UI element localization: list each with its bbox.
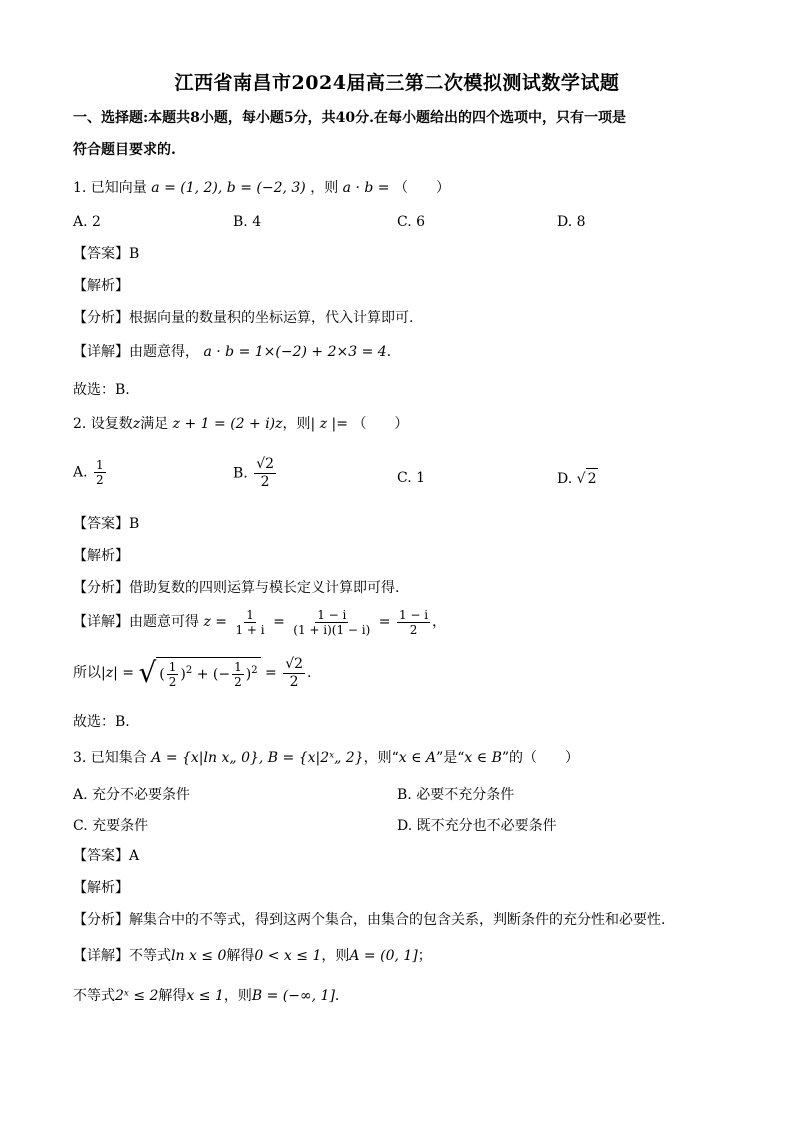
q3-detail bbox=[73, 946, 432, 966]
q2-option-d-val: 2 bbox=[586, 468, 599, 489]
q3-line2-text2: 解得 bbox=[158, 988, 187, 1004]
q2-so-math: |z| = bbox=[101, 665, 134, 681]
q1-detail-math: a · b = 1×(−2) + 2×3 = 4 bbox=[203, 344, 387, 360]
q3-option-d: D. 既不充分也不必要条件 bbox=[397, 818, 557, 834]
q3-line2-end: . bbox=[334, 988, 340, 1004]
page-title: 江西省南昌市2024届高三第二次模拟测试数学试题 bbox=[174, 72, 620, 94]
frac-numerator: 1 − i bbox=[317, 607, 347, 622]
q2-stem-mid: 满足 bbox=[140, 416, 169, 432]
q3-line2-m3: B = (−∞, 1] bbox=[251, 988, 335, 1004]
q2-result-frac bbox=[283, 656, 305, 691]
q2-choose: 故选：B. bbox=[73, 714, 130, 730]
q2-stem-z: z bbox=[132, 416, 141, 432]
q3-stem-math: A = {x|ln x„ 0}, B = {x|2ˣ„ 2} bbox=[151, 750, 364, 766]
q3-analysis bbox=[73, 910, 665, 930]
frac-denominator: 2 bbox=[168, 675, 177, 689]
q3-jiexi: 【解析】 bbox=[73, 880, 129, 896]
q1-detail bbox=[73, 342, 391, 362]
q1-option-d: D. 8 bbox=[557, 214, 586, 230]
q2-half-frac-1 bbox=[167, 660, 179, 689]
q3-stem-prefix: 3. 已知集合 bbox=[73, 750, 147, 766]
q2-detail-text: 由题意可得 bbox=[129, 614, 199, 630]
q1-option-a: A. 2 bbox=[73, 214, 101, 230]
frac-numerator: 1 bbox=[96, 458, 104, 472]
q3-detail-line2 bbox=[73, 986, 339, 1006]
q2-option-b-frac bbox=[254, 456, 276, 491]
q2-half-frac-2 bbox=[232, 660, 244, 689]
q3-stem bbox=[73, 748, 579, 768]
q3-stem-mid: ，则“ bbox=[363, 750, 399, 766]
q2-detail-label: 【详解】 bbox=[73, 614, 129, 630]
q3-line2-m1: 2ˣ ≤ 2 bbox=[115, 988, 159, 1004]
q1-answer: 【答案】B bbox=[73, 246, 140, 262]
frac-numerator: 1 bbox=[246, 607, 254, 622]
q3-analysis-text: 解集合中的不等式，得到这两个集合，由集合的包含关系，判断条件的充分性和必要性. bbox=[129, 912, 666, 928]
q3-analysis-label: 【分析】 bbox=[73, 912, 129, 928]
q3-line2-m2: x ≤ 1 bbox=[186, 988, 224, 1004]
q2-stem-math2: | z |= bbox=[310, 416, 348, 432]
section-heading-line2: 符合题目要求的. bbox=[73, 142, 176, 158]
frac-denominator: 2 bbox=[96, 473, 104, 487]
frac-denominator: 2 bbox=[409, 622, 418, 637]
exponent: 2 bbox=[251, 664, 258, 676]
q2-stem-prefix: 2. 设复数 bbox=[73, 416, 133, 432]
q3-option-a: A. 充分不必要条件 bbox=[73, 787, 191, 803]
q3-option-c: C. 充要条件 bbox=[73, 818, 149, 834]
section-heading-line1: 一、选择题:本题共8小题，每小题5分，共40分.在每小题给出的四个选项中，只有一项是 bbox=[73, 110, 627, 126]
frac-numerator: √2 bbox=[256, 456, 275, 472]
frac-denominator: (1 + i)(1 − i) bbox=[293, 622, 371, 637]
frac-numerator: √2 bbox=[285, 655, 304, 672]
q1-choose: 故选：B. bbox=[73, 382, 130, 398]
q2-stem-mid2: ，则 bbox=[282, 416, 311, 432]
q2-detail-z: z = bbox=[203, 614, 228, 630]
frac-denominator: 2 bbox=[260, 474, 270, 490]
q2-option-b bbox=[233, 456, 278, 491]
q2-detail-end: ， bbox=[432, 614, 447, 630]
q2-option-c: C. 1 bbox=[397, 470, 426, 486]
exponent: 2 bbox=[185, 664, 193, 676]
q2-sqrt-body: ( $\frac{1}{2}$ )$^2$ + (− $\frac{1}{2}$ )$^2$ bbox=[156, 657, 260, 689]
q1-detail-end: . bbox=[386, 344, 392, 360]
equals-sign: = bbox=[378, 614, 391, 630]
q2-analysis-label: 【分析】 bbox=[73, 580, 129, 596]
frac-denominator: 2 bbox=[289, 673, 299, 690]
sqrt-symbol: √ bbox=[576, 471, 586, 487]
q1-analysis-text: 根据向量的数量积的坐标运算，代入计算即可. bbox=[129, 310, 414, 326]
q1-analysis bbox=[73, 308, 413, 328]
q2-so-text: 所以 bbox=[73, 665, 101, 681]
q2-frac-1 bbox=[233, 608, 266, 637]
q3-option-b: B. 必要不充分条件 bbox=[397, 787, 515, 803]
q1-stem-suffix: （ ） bbox=[393, 180, 450, 196]
q2-analysis-text: 借助复数的四则运算与模长定义计算即可得. bbox=[129, 580, 400, 596]
equals-sign: = bbox=[265, 665, 277, 681]
frac-numerator: 1 bbox=[168, 660, 177, 674]
q3-stem-m1: x ∈ A bbox=[398, 750, 437, 766]
equals-sign: = bbox=[273, 614, 285, 630]
q3-detail-m3: A = (0, 1] bbox=[349, 948, 418, 964]
q2-frac-2 bbox=[291, 608, 372, 637]
q1-analysis-label: 【分析】 bbox=[73, 310, 129, 326]
q1-stem-prefix: 1. 已知向量 bbox=[73, 180, 147, 196]
q2-stem bbox=[73, 414, 408, 434]
q2-frac-3 bbox=[397, 608, 430, 637]
q2-so bbox=[73, 650, 311, 696]
q3-stem-mid2: ”是“ bbox=[436, 750, 465, 766]
q1-jiexi: 【解析】 bbox=[73, 278, 129, 294]
q3-detail-text1: 不等式 bbox=[129, 948, 171, 964]
q3-stem-m2: x ∈ B bbox=[464, 750, 502, 766]
frac-numerator: 1 bbox=[234, 660, 242, 674]
q1-option-b: B. 4 bbox=[233, 214, 262, 230]
q1-option-c: C. 6 bbox=[397, 214, 426, 230]
q2-option-b-label: B. bbox=[233, 465, 248, 482]
q2-stem-suffix: （ ） bbox=[352, 416, 409, 432]
q1-detail-label: 【详解】 bbox=[73, 344, 129, 360]
q2-option-d-label: D. bbox=[557, 471, 573, 487]
q3-line2-text1: 不等式 bbox=[73, 988, 115, 1004]
q1-stem-math: a = (1, 2), b = (−2, 3) bbox=[151, 180, 306, 196]
q2-option-a-label: A. bbox=[73, 464, 88, 481]
q2-option-d bbox=[557, 468, 598, 489]
q2-jiexi: 【解析】 bbox=[73, 548, 129, 564]
q1-detail-text: 由题意得， bbox=[129, 344, 199, 360]
q3-detail-m2: 0 < x ≤ 1 bbox=[254, 948, 322, 964]
q1-stem-math2: a · b = bbox=[342, 180, 390, 196]
q3-detail-text3: ，则 bbox=[321, 948, 350, 964]
q2-so-end: . bbox=[307, 665, 312, 681]
q3-detail-m1: ln x ≤ 0 bbox=[171, 948, 227, 964]
q3-detail-end1: ； bbox=[417, 948, 432, 964]
frac-denominator: 2 bbox=[234, 675, 242, 689]
q3-detail-label: 【详解】 bbox=[73, 948, 129, 964]
frac-numerator: 1 − i bbox=[398, 607, 429, 622]
q2-option-a bbox=[73, 458, 108, 487]
q2-answer: 【答案】B bbox=[73, 516, 140, 532]
q2-option-a-frac bbox=[94, 458, 106, 487]
sqrt-symbol: √ bbox=[138, 656, 157, 689]
q3-detail-text2: 解得 bbox=[226, 948, 255, 964]
q3-line2-text3: ，则 bbox=[223, 988, 252, 1004]
q3-stem-suffix: ”的（ ） bbox=[501, 750, 580, 766]
q2-detail bbox=[73, 606, 446, 638]
q2-analysis bbox=[73, 578, 399, 598]
q1-stem-mid: ，则 bbox=[310, 180, 339, 196]
q2-stem-math: z + 1 = (2 + i)z bbox=[172, 416, 283, 432]
frac-denominator: 1 + i bbox=[235, 622, 265, 637]
q3-answer: 【答案】A bbox=[73, 848, 140, 864]
q1-stem bbox=[73, 178, 450, 198]
